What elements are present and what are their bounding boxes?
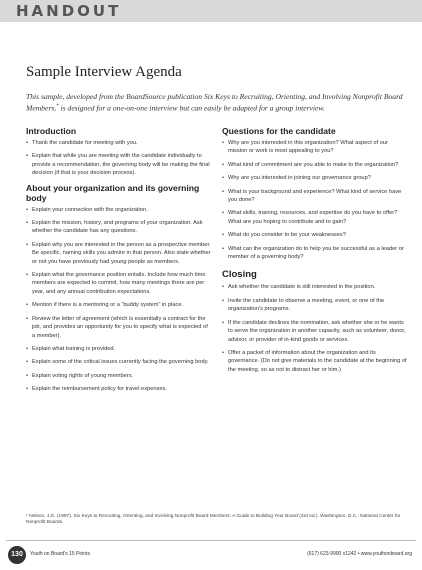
list-item: • Explain the reimbursement policy for travel expenses. bbox=[26, 385, 212, 393]
intro-paragraph bbox=[26, 92, 408, 114]
list-item: • Invite the candidate to observe a meeting, event, or one of the organization's programs. bbox=[222, 297, 408, 314]
list-item: • What do you consider to be your weaknesses? bbox=[222, 231, 408, 239]
page-number-badge: 130 bbox=[8, 546, 26, 564]
list-item: • Explain some of the critical issues currently facing the governing body. bbox=[26, 358, 212, 366]
list-item: • Mention if there is a mentoring or a “buddy system” in place. bbox=[26, 301, 212, 309]
questions-list bbox=[222, 139, 408, 261]
footer-divider bbox=[6, 540, 416, 541]
footnote-mark: * bbox=[56, 104, 59, 109]
intro-text: This sample, developed from the BoardSource publication Six Keys to Recruiting, Orienting, and Involving Nonprofit Board Members, bbox=[26, 92, 403, 113]
section-heading-organization: About your organization and its governing body bbox=[26, 182, 200, 203]
page-title: Sample Interview Agenda bbox=[26, 64, 182, 80]
footer-source: Youth on Board's 15 Points bbox=[30, 551, 90, 557]
list-item: • Why are you interested in joining our governance group? bbox=[222, 174, 408, 182]
list-item: • Ask whether the candidate is still interested in the position. bbox=[222, 283, 408, 291]
footnote: * Nelson, J.G. (1997). Six Keys to Recruiting, Orienting, and Involving Nonprofit Board Members: A Guide to Building Your Board (3rd ed.). Washington, D.C.: National Center for Nonprofit Boards. bbox=[26, 514, 401, 525]
list-item: • What kind of commitment are you able to make to the organization? bbox=[222, 161, 408, 169]
introduction-list bbox=[26, 139, 212, 178]
list-item: • Explain what training is provided. bbox=[26, 345, 212, 353]
list-item: • Explain why you are interested in the person as a prospective member. Be specific, naming skills you admire in that person. Also state whether or not you have previously had young people as members. bbox=[26, 241, 212, 266]
section-heading-questions: Questions for the candidate bbox=[222, 126, 336, 136]
organization-list bbox=[26, 206, 212, 394]
list-item: • Explain voting rights of young members. bbox=[26, 372, 212, 380]
list-item: • Explain your connection with the organization. bbox=[26, 206, 212, 214]
header-band bbox=[0, 0, 422, 22]
list-item: • Thank the candidate for meeting with you. bbox=[26, 139, 212, 147]
closing-list bbox=[222, 283, 408, 374]
list-item: • Review the letter of agreement (which is essentially a contract for the job, and provides an opportunity for you to specify what is expected of a member). bbox=[26, 315, 212, 340]
list-item: • Explain that while you are meeting with the candidate individually to provide a recommendation, the governing body will be making the final decision (if that is your decision process). bbox=[26, 152, 212, 177]
footer-contact: (617) 623-9900 x1242 • www.youthonboard.org bbox=[307, 551, 412, 557]
list-item: • Offer a packet of information about the organization and its governance. (Do not give materials to the candidate at the beginning of the meeting, so as not to distract her or him.) bbox=[222, 349, 408, 374]
page-footer bbox=[8, 546, 416, 564]
list-item: • Explain the mission, history, and programs of your organization. Ask whether the candidate has any questions. bbox=[26, 219, 212, 236]
list-item: • If the candidate declines the nomination, ask whether she or he wants to serve the organization in another capacity, such as volunteer, donor, advisor, or provider of in-kind goods or services. bbox=[222, 319, 408, 344]
handout-label: HANDOUT bbox=[16, 2, 122, 20]
list-item: • What can the organization do to help you be successful as a leader or member of a governing body? bbox=[222, 245, 408, 262]
list-item: • Explain what the governance position entails. Include how much time members are expected to commit, how many meetings there are per year, and any annual contribution expectations. bbox=[26, 271, 212, 296]
list-item: • Why are you interested in this organization? What aspect of our mission or work is most appealing to you? bbox=[222, 139, 408, 156]
section-heading-introduction: Introduction bbox=[26, 126, 77, 136]
right-column bbox=[222, 126, 408, 379]
section-heading-closing: Closing bbox=[222, 269, 257, 281]
list-item: • What skills, training, resources, and expertise do you have to offer? What are you hoping to contribute and to gain? bbox=[222, 209, 408, 226]
intro-text-after: is designed for a one-on-one interview but can easily be adapted for a group interview. bbox=[58, 103, 325, 113]
left-column bbox=[26, 126, 212, 399]
list-item: • What is your background and experience? What kind of service have you done? bbox=[222, 188, 408, 205]
